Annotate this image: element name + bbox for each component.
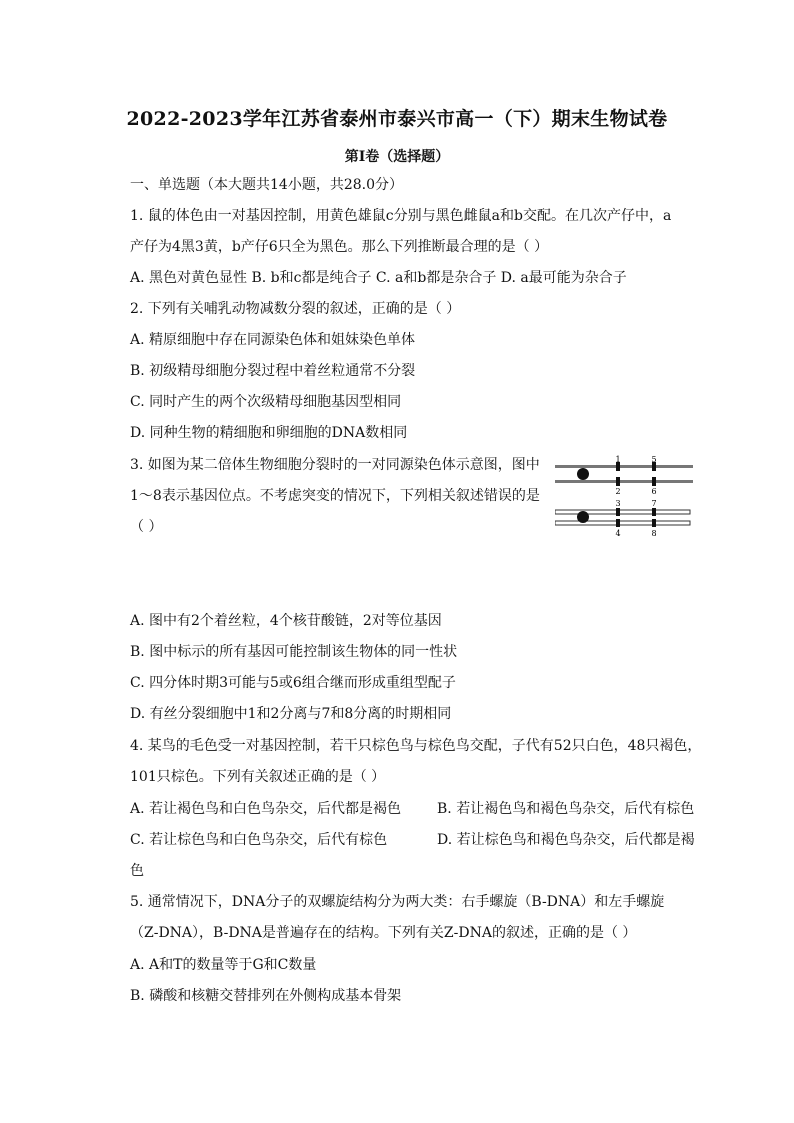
q5-stem-line1: 5. 通常情况下，DNA分子的双螺旋结构分为两大类：右手螺旋（B-DNA）和左手螺旋 (130, 894, 665, 910)
q4-stem-line2: 101只棕色。下列有关叙述正确的是（ ） (130, 769, 386, 785)
q3-option-d: D. 有丝分裂细胞中1和2分离与7和8分离的时期相同 (130, 706, 452, 722)
gene-locus-8 (652, 519, 656, 527)
q5-option-b: B. 磷酸和核糖交替排列在外侧构成基本骨架 (130, 988, 402, 1004)
section-subtitle: 第I卷（选择题） (344, 149, 450, 165)
q3-stem-line1: 3. 如图为某二倍体生物细胞分裂时的一对同源染色体示意图，图中 (130, 457, 540, 473)
q3-stem-line2: 1～8表示基因位点。不考虑突变的情况下，下列相关叙述错误的是 (130, 488, 540, 504)
q4-option-b: B. 若让褐色鸟和褐色鸟杂交，后代有棕色 (437, 801, 695, 817)
label-7: 7 (651, 499, 657, 508)
q5-stem-line2: （Z-DNA），B-DNA是普遍存在的结构。下列有关Z-DNA的叙述，正确的是（ ） (130, 925, 637, 941)
q2-option-c: C. 同时产生的两个次级精母细胞基因型相同 (130, 394, 402, 410)
gene-locus-3 (616, 508, 620, 516)
q4-option-a: A. 若让褐色鸟和白色鸟杂交，后代都是褐色 (130, 801, 402, 817)
label-4: 4 (615, 529, 621, 538)
chromatid-1 (555, 465, 693, 468)
q1-options: A. 黑色对黄色显性 B. b和c都是纯合子 C. a和b都是杂合子 D. a最可能为杂合子 (130, 270, 627, 286)
q4-option-d-line2: 色 (130, 863, 144, 879)
q4-option-d-line1: D. 若让棕色鸟和褐色鸟杂交，后代都是褐 (437, 832, 695, 848)
page-title: 2022-2023学年江苏省泰州市泰兴市高一（下）期末生物试卷 (126, 108, 668, 130)
q3-option-c: C. 四分体时期3可能与5或6组合继而形成重组型配子 (130, 675, 456, 691)
gene-locus-7 (652, 508, 656, 516)
q5-option-a: A. A和T的数量等于G和C数量 (130, 957, 317, 973)
label-3: 3 (615, 499, 621, 508)
chromatid-3 (555, 510, 690, 514)
q3-option-a: A. 图中有2个着丝粒，4个核苷酸链，2对等位基因 (130, 613, 442, 629)
q4-stem-line1: 4. 某鸟的毛色受一对基因控制，若干只棕色鸟与棕色鸟交配，子代有52只白色，48只褐色， (130, 738, 702, 754)
q1-stem-line1: 1. 鼠的体色由一对基因控制，用黄色雄鼠c分别与黑色雌鼠a和b交配。在几次产仔中，a (130, 208, 672, 224)
chromatid-4 (555, 521, 690, 525)
q3-option-b: B. 图中标示的所有基因可能控制该生物体的同一性状 (130, 644, 458, 660)
q2-stem: 2. 下列有关哺乳动物减数分裂的叙述，正确的是（ ） (130, 301, 461, 317)
chromosome-figure (555, 455, 695, 540)
section-header: 一、单选题（本大题共14小题，共28.0分） (130, 177, 403, 193)
label-5: 5 (651, 455, 657, 464)
gene-locus-6 (652, 477, 656, 486)
q2-option-b: B. 初级精母细胞分裂过程中着丝粒通常不分裂 (130, 363, 416, 379)
gene-locus-4 (616, 519, 620, 527)
label-6: 6 (651, 487, 657, 496)
q1-stem-line2: 产仔为4黑3黄，b产仔6只全为黑色。那么下列推断最合理的是（ ） (130, 239, 549, 255)
gene-locus-2 (616, 477, 620, 486)
centromere-lower (577, 511, 589, 523)
q3-stem-line3: （ ） (130, 519, 163, 535)
label-2: 2 (615, 487, 621, 496)
q2-option-d: D. 同种生物的精细胞和卵细胞的DNA数相同 (130, 425, 408, 441)
q2-option-a: A. 精原细胞中存在同源染色体和姐妹染色单体 (130, 332, 416, 348)
label-8: 8 (651, 529, 657, 538)
q4-option-c: C. 若让棕色鸟和白色鸟杂交，后代有棕色 (130, 832, 388, 848)
centromere-upper (577, 468, 589, 480)
chromatid-2 (555, 480, 693, 483)
label-1: 1 (615, 455, 621, 464)
